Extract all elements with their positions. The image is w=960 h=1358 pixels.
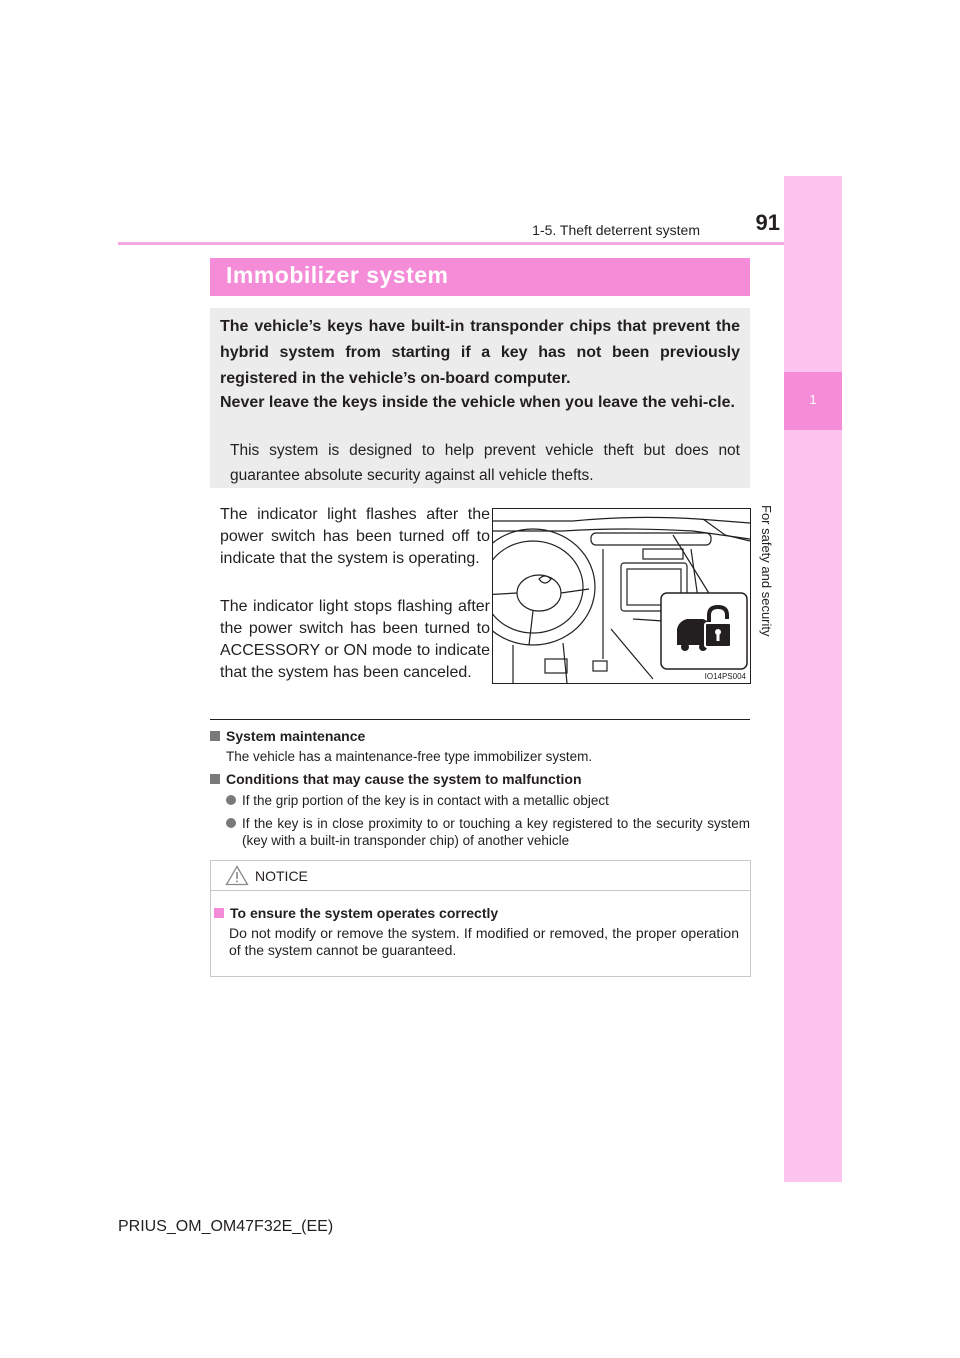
square-bullet-icon [210, 774, 220, 784]
section-title-band [210, 258, 750, 296]
note-heading-maintenance [210, 728, 365, 744]
notice-box [210, 860, 751, 977]
header-rule [118, 242, 842, 245]
square-bullet-icon [210, 731, 220, 741]
dashboard-drawing [493, 509, 750, 683]
chapter-title: For safety and security [759, 505, 774, 637]
notice-subheading-text: To ensure the system operates correctly [230, 905, 499, 921]
list-item-text: If the grip portion of the key is in contact with a metallic object [242, 793, 609, 808]
notice-label: NOTICE [255, 868, 308, 884]
document-code-footer: PRIUS_OM_OM47F32E_(EE) [118, 1218, 334, 1235]
list-item-text: If the key is in close proximity to or touching a key registered to the security system (key with a built-in transponder chip) of another vehicle [242, 816, 750, 848]
note-heading-text: System maintenance [226, 728, 366, 744]
note-heading-text: Conditions that may cause the system to malfunction [226, 771, 582, 787]
notice-subheading [214, 905, 498, 921]
circle-bullet-icon [226, 818, 236, 828]
list-item [210, 815, 750, 849]
chapter-number: 1 [809, 392, 817, 407]
body-paragraph-2: The indicator light stops flashing after the power switch has been turned to ACCESSORY or ON mode to indicate that the system has been canceled. [220, 598, 490, 681]
intro-box [210, 308, 750, 488]
page-number: 91 [755, 210, 780, 235]
dashboard-illustration [492, 508, 751, 684]
security-indicator-icon [673, 605, 735, 655]
figure-caption: IO14PS004 [704, 672, 746, 681]
note-body-maintenance: The vehicle has a maintenance-free type immobilizer system. [226, 749, 593, 764]
notice-text: Do not modify or remove the system. If modified or removed, the proper operation of the system cannot be guaranteed. [229, 925, 739, 958]
section-divider [210, 719, 750, 720]
list-item [210, 792, 750, 809]
body-paragraph-1: The indicator light flashes after the power switch has been turned off to indicate that the system is operating. [220, 506, 490, 567]
circle-bullet-icon [226, 795, 236, 805]
notice-header [211, 861, 750, 891]
warning-triangle-icon [225, 865, 249, 886]
note-heading-malfunction [210, 771, 582, 787]
page-title: Immobilizer system [226, 262, 449, 288]
intro-paragraph-2: Never leave the keys inside the vehicle when you leave the vehi-cle. [220, 394, 735, 411]
intro-paragraph-1: The vehicle’s keys have built-in transponder chips that prevent the hybrid system from starting if a key has not been previously registered in the vehicle’s on-board computer. [220, 318, 740, 387]
section-path: 1-5. Theft deterrent system [532, 222, 700, 238]
side-tab-bar [784, 176, 842, 1182]
square-bullet-icon [214, 908, 224, 918]
intro-paragraph-3: This system is designed to help prevent vehicle theft but does not guarantee absolute security against all vehicle thefts. [230, 442, 740, 484]
